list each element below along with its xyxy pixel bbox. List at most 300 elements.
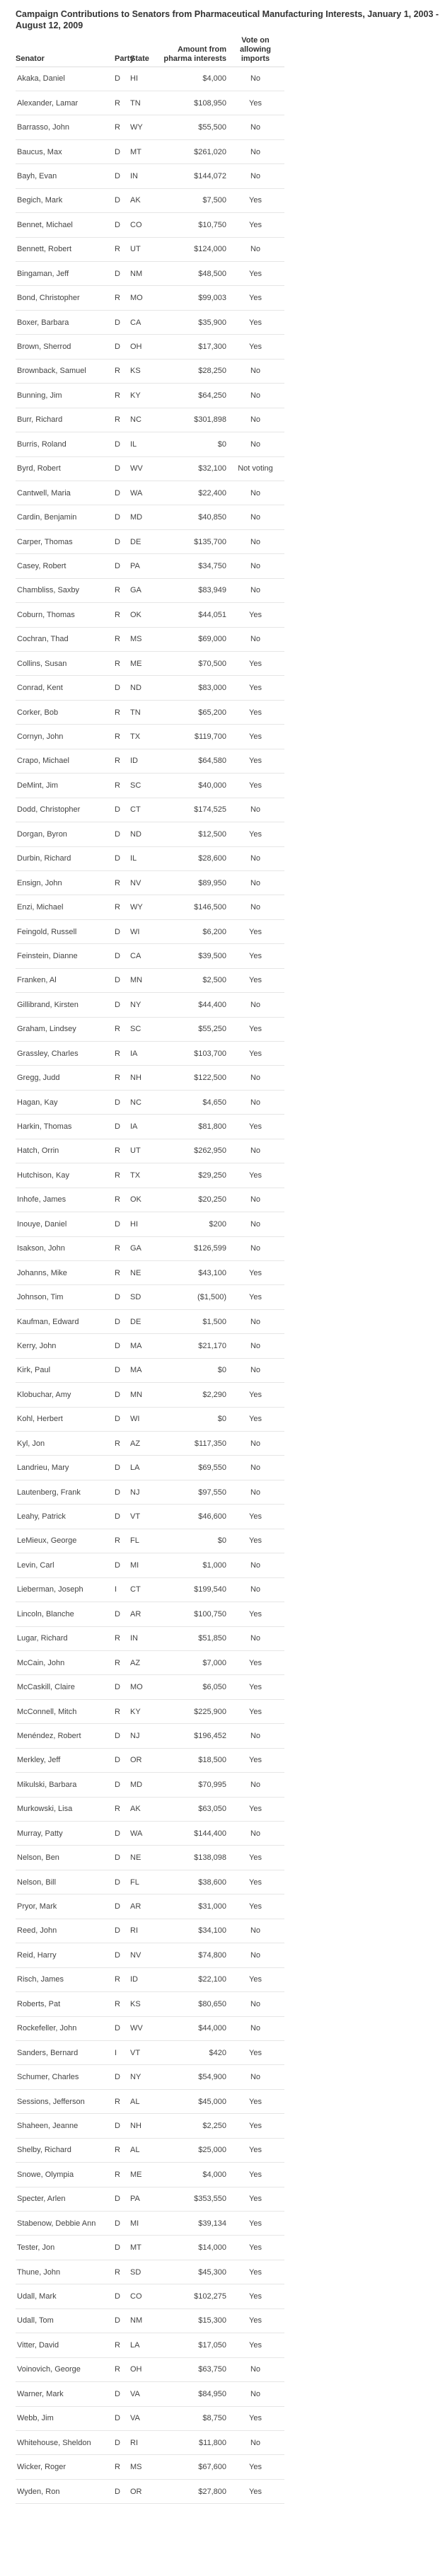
- senator-cell: Johnson, Tim: [16, 1285, 115, 1309]
- party-cell: R: [115, 2455, 130, 2479]
- vote-cell: No: [226, 1919, 284, 1943]
- state-cell: OH: [130, 2357, 160, 2381]
- vote-cell: No: [226, 2065, 284, 2089]
- senator-cell: Bennet, Michael: [16, 213, 115, 237]
- amount-cell: $69,550: [160, 1456, 226, 1480]
- senator-cell: Tester, Jon: [16, 2236, 115, 2260]
- table-row: [16, 2114, 284, 2138]
- state-cell: MA: [130, 1334, 160, 1358]
- senator-cell: Shaheen, Jeanne: [16, 2114, 115, 2138]
- vote-cell: No: [226, 1212, 284, 1236]
- state-cell: OK: [130, 603, 160, 627]
- state-cell: OH: [130, 335, 160, 359]
- vote-cell: Yes: [226, 1675, 284, 1699]
- party-cell: D: [115, 2308, 130, 2333]
- senator-cell: Brown, Sherrod: [16, 335, 115, 359]
- senator-cell: Udall, Mark: [16, 2284, 115, 2308]
- senator-cell: Barrasso, John: [16, 115, 115, 139]
- vote-cell: Yes: [226, 1383, 284, 1407]
- senator-cell: Mikulski, Barbara: [16, 1773, 115, 1797]
- amount-cell: $8,750: [160, 2406, 226, 2430]
- amount-cell: $10,750: [160, 213, 226, 237]
- state-cell: ND: [130, 676, 160, 700]
- table-row: [16, 1773, 284, 1797]
- party-cell: I: [115, 1577, 130, 1602]
- party-cell: D: [115, 505, 130, 529]
- table-row: [16, 1505, 284, 1529]
- party-cell: D: [115, 2065, 130, 2089]
- vote-cell: Yes: [226, 1115, 284, 1139]
- senator-cell: Baucus, Max: [16, 139, 115, 163]
- state-cell: NY: [130, 2065, 160, 2089]
- state-cell: NM: [130, 2308, 160, 2333]
- vote-cell: No: [226, 1577, 284, 1602]
- vote-cell: No: [226, 1724, 284, 1748]
- party-cell: D: [115, 554, 130, 578]
- party-cell: R: [115, 2333, 130, 2357]
- party-cell: R: [115, 1432, 130, 1456]
- senator-cell: Byrd, Robert: [16, 456, 115, 481]
- amount-cell: $83,949: [160, 578, 226, 602]
- table-row: [16, 432, 284, 456]
- senator-cell: Chambliss, Saxby: [16, 578, 115, 602]
- amount-cell: $100,750: [160, 1602, 226, 1626]
- amount-cell: $7,000: [160, 1650, 226, 1674]
- vote-cell: No: [226, 1139, 284, 1163]
- party-cell: D: [115, 2016, 130, 2040]
- state-cell: FL: [130, 1870, 160, 1894]
- table-row: [16, 1822, 284, 1846]
- table-row: [16, 2308, 284, 2333]
- table-row: [16, 627, 284, 651]
- senator-cell: Bingaman, Jeff: [16, 262, 115, 286]
- vote-cell: Yes: [226, 286, 284, 310]
- vote-cell: Yes: [226, 2284, 284, 2308]
- table-row: [16, 652, 284, 676]
- state-cell: NY: [130, 993, 160, 1017]
- amount-cell: $353,550: [160, 2187, 226, 2211]
- vote-cell: No: [226, 1626, 284, 1650]
- state-cell: SD: [130, 1285, 160, 1309]
- table-row: [16, 944, 284, 968]
- table-row: [16, 1577, 284, 1602]
- senator-cell: Durbin, Richard: [16, 846, 115, 870]
- amount-cell: $4,000: [160, 67, 226, 91]
- table-row: [16, 310, 284, 334]
- senator-cell: Coburn, Thomas: [16, 603, 115, 627]
- vote-cell: No: [226, 1553, 284, 1577]
- amount-cell: ($1,500): [160, 1285, 226, 1309]
- table-row: [16, 554, 284, 578]
- senator-cell: Cardin, Benjamin: [16, 505, 115, 529]
- table-row: [16, 139, 284, 163]
- senator-cell: Reid, Harry: [16, 1943, 115, 1967]
- senator-cell: Lautenberg, Frank: [16, 1480, 115, 1504]
- amount-cell: $4,000: [160, 2163, 226, 2187]
- party-cell: R: [115, 1650, 130, 1674]
- party-cell: D: [115, 262, 130, 286]
- table-row: [16, 529, 284, 553]
- vote-cell: Yes: [226, 2138, 284, 2162]
- vote-cell: Yes: [226, 2479, 284, 2503]
- party-cell: D: [115, 1675, 130, 1699]
- vote-cell: Yes: [226, 262, 284, 286]
- party-cell: D: [115, 1285, 130, 1309]
- table-row: [16, 1943, 284, 1967]
- senator-cell: Bayh, Evan: [16, 164, 115, 188]
- table-row: [16, 213, 284, 237]
- senator-cell: Dodd, Christopher: [16, 798, 115, 822]
- party-cell: D: [115, 2430, 130, 2454]
- party-cell: D: [115, 335, 130, 359]
- party-cell: D: [115, 944, 130, 968]
- senator-cell: Alexander, Lamar: [16, 91, 115, 115]
- vote-cell: Yes: [226, 2040, 284, 2064]
- amount-cell: $89,950: [160, 870, 226, 895]
- party-cell: D: [115, 1553, 130, 1577]
- table-row: [16, 1846, 284, 1870]
- state-cell: VT: [130, 2040, 160, 2064]
- amount-cell: $32,100: [160, 456, 226, 481]
- vote-cell: No: [226, 1432, 284, 1456]
- vote-cell: No: [226, 1773, 284, 1797]
- vote-cell: Yes: [226, 1650, 284, 1674]
- party-cell: R: [115, 1529, 130, 1553]
- vote-cell: Yes: [226, 1042, 284, 1066]
- vote-cell: Yes: [226, 822, 284, 846]
- vote-cell: Yes: [226, 603, 284, 627]
- senator-cell: Murkowski, Lisa: [16, 1797, 115, 1821]
- state-cell: IN: [130, 1626, 160, 1650]
- vote-cell: No: [226, 529, 284, 553]
- vote-cell: Yes: [226, 2236, 284, 2260]
- senator-cell: Hagan, Kay: [16, 1090, 115, 1114]
- state-cell: ME: [130, 2163, 160, 2187]
- senator-cell: DeMint, Jim: [16, 774, 115, 798]
- party-cell: R: [115, 870, 130, 895]
- amount-cell: $18,500: [160, 1748, 226, 1772]
- table-row: [16, 1870, 284, 1894]
- amount-cell: $4,650: [160, 1090, 226, 1114]
- amount-cell: $22,100: [160, 1967, 226, 1991]
- amount-cell: $44,000: [160, 2016, 226, 2040]
- table-row: [16, 164, 284, 188]
- vote-cell: No: [226, 2382, 284, 2406]
- vote-cell: Yes: [226, 2406, 284, 2430]
- senator-cell: Burris, Roland: [16, 432, 115, 456]
- vote-cell: No: [226, 139, 284, 163]
- table-row: [16, 1626, 284, 1650]
- amount-cell: $144,400: [160, 1822, 226, 1846]
- state-cell: AL: [130, 2138, 160, 2162]
- senator-cell: Warner, Mark: [16, 2382, 115, 2406]
- amount-cell: $6,200: [160, 919, 226, 943]
- senator-cell: Hutchison, Kay: [16, 1163, 115, 1188]
- amount-cell: $138,098: [160, 1846, 226, 1870]
- state-cell: CA: [130, 944, 160, 968]
- vote-cell: Yes: [226, 2308, 284, 2333]
- table-row: [16, 1407, 284, 1431]
- table-row: [16, 2455, 284, 2479]
- state-cell: ME: [130, 652, 160, 676]
- amount-cell: $21,170: [160, 1334, 226, 1358]
- amount-cell: $44,051: [160, 603, 226, 627]
- party-cell: D: [115, 993, 130, 1017]
- party-cell: D: [115, 1407, 130, 1431]
- state-cell: TN: [130, 91, 160, 115]
- vote-cell: No: [226, 1358, 284, 1382]
- senator-cell: Inouye, Daniel: [16, 1212, 115, 1236]
- amount-cell: $40,000: [160, 774, 226, 798]
- amount-cell: $301,898: [160, 408, 226, 432]
- senator-cell: Risch, James: [16, 1967, 115, 1991]
- table-row: [16, 919, 284, 943]
- table-row: [16, 749, 284, 773]
- state-cell: ID: [130, 1967, 160, 1991]
- party-cell: D: [115, 139, 130, 163]
- party-cell: D: [115, 1822, 130, 1846]
- amount-cell: $27,800: [160, 2479, 226, 2503]
- amount-cell: $20,250: [160, 1188, 226, 1212]
- senator-cell: Harkin, Thomas: [16, 1115, 115, 1139]
- amount-cell: $117,350: [160, 1432, 226, 1456]
- vote-cell: Yes: [226, 1285, 284, 1309]
- state-cell: IN: [130, 164, 160, 188]
- vote-cell: Yes: [226, 335, 284, 359]
- vote-cell: Yes: [226, 1505, 284, 1529]
- party-cell: I: [115, 2040, 130, 2064]
- amount-cell: $34,750: [160, 554, 226, 578]
- state-cell: NC: [130, 408, 160, 432]
- table-row: [16, 1797, 284, 1821]
- state-cell: TX: [130, 1163, 160, 1188]
- vote-cell: No: [226, 384, 284, 408]
- state-cell: MO: [130, 1675, 160, 1699]
- party-cell: R: [115, 1042, 130, 1066]
- senator-cell: Kerry, John: [16, 1334, 115, 1358]
- vote-cell: Yes: [226, 1967, 284, 1991]
- table-row: [16, 1919, 284, 1943]
- senator-cell: Klobuchar, Amy: [16, 1383, 115, 1407]
- amount-cell: $146,500: [160, 895, 226, 919]
- state-cell: WY: [130, 895, 160, 919]
- party-cell: D: [115, 67, 130, 91]
- amount-cell: $262,950: [160, 1139, 226, 1163]
- vote-cell: No: [226, 1822, 284, 1846]
- state-cell: CA: [130, 310, 160, 334]
- amount-cell: $45,000: [160, 2089, 226, 2113]
- column-header-amount: Amount from pharma interests: [160, 35, 226, 67]
- vote-cell: Yes: [226, 91, 284, 115]
- amount-cell: $55,500: [160, 115, 226, 139]
- state-cell: WI: [130, 919, 160, 943]
- party-cell: D: [115, 1846, 130, 1870]
- party-cell: R: [115, 1992, 130, 2016]
- party-cell: R: [115, 286, 130, 310]
- table-row: [16, 1992, 284, 2016]
- amount-cell: $0: [160, 432, 226, 456]
- party-cell: D: [115, 1894, 130, 1919]
- senator-cell: Casey, Robert: [16, 554, 115, 578]
- state-cell: NE: [130, 1260, 160, 1284]
- state-cell: WA: [130, 481, 160, 505]
- party-cell: R: [115, 1797, 130, 1821]
- table-row: [16, 2089, 284, 2113]
- table-row: [16, 1188, 284, 1212]
- party-cell: D: [115, 1773, 130, 1797]
- state-cell: OR: [130, 2479, 160, 2503]
- table-row: [16, 1066, 284, 1090]
- senator-cell: Dorgan, Byron: [16, 822, 115, 846]
- table-row: [16, 481, 284, 505]
- party-cell: R: [115, 1260, 130, 1284]
- party-cell: D: [115, 2284, 130, 2308]
- senator-cell: Thune, John: [16, 2260, 115, 2284]
- state-cell: SD: [130, 2260, 160, 2284]
- state-cell: WA: [130, 1822, 160, 1846]
- table-row: [16, 2065, 284, 2089]
- state-cell: LA: [130, 1456, 160, 1480]
- party-cell: D: [115, 1334, 130, 1358]
- vote-cell: Yes: [226, 2089, 284, 2113]
- amount-cell: $69,000: [160, 627, 226, 651]
- state-cell: MD: [130, 1773, 160, 1797]
- party-cell: R: [115, 408, 130, 432]
- amount-cell: $29,250: [160, 1163, 226, 1188]
- party-cell: R: [115, 1139, 130, 1163]
- party-cell: D: [115, 1724, 130, 1748]
- table-row: [16, 578, 284, 602]
- senator-cell: Reed, John: [16, 1919, 115, 1943]
- party-cell: D: [115, 481, 130, 505]
- amount-cell: $70,500: [160, 652, 226, 676]
- table-row: [16, 1334, 284, 1358]
- header-row: [16, 35, 284, 67]
- state-cell: NE: [130, 1846, 160, 1870]
- party-cell: R: [115, 384, 130, 408]
- table-row: [16, 2382, 284, 2406]
- vote-cell: Yes: [226, 188, 284, 212]
- table-row: [16, 2016, 284, 2040]
- amount-cell: $63,750: [160, 2357, 226, 2381]
- vote-cell: Not voting: [226, 456, 284, 481]
- state-cell: MD: [130, 505, 160, 529]
- party-cell: D: [115, 1383, 130, 1407]
- state-cell: NV: [130, 1943, 160, 1967]
- party-cell: R: [115, 1967, 130, 1991]
- vote-cell: Yes: [226, 1407, 284, 1431]
- senator-cell: Hatch, Orrin: [16, 1139, 115, 1163]
- state-cell: KY: [130, 1699, 160, 1723]
- vote-cell: Yes: [226, 2212, 284, 2236]
- party-cell: D: [115, 2114, 130, 2138]
- vote-cell: No: [226, 408, 284, 432]
- table-row: [16, 1139, 284, 1163]
- party-cell: D: [115, 310, 130, 334]
- senator-cell: Brownback, Samuel: [16, 359, 115, 383]
- table-row: [16, 822, 284, 846]
- party-cell: D: [115, 1480, 130, 1504]
- senator-cell: Johanns, Mike: [16, 1260, 115, 1284]
- state-cell: AK: [130, 188, 160, 212]
- vote-cell: Yes: [226, 1017, 284, 1041]
- amount-cell: $40,850: [160, 505, 226, 529]
- senator-cell: Leahy, Patrick: [16, 1505, 115, 1529]
- senator-cell: Whitehouse, Sheldon: [16, 2430, 115, 2454]
- party-cell: D: [115, 1115, 130, 1139]
- vote-cell: No: [226, 1456, 284, 1480]
- vote-cell: No: [226, 505, 284, 529]
- amount-cell: $261,020: [160, 139, 226, 163]
- party-cell: D: [115, 1309, 130, 1333]
- vote-cell: No: [226, 115, 284, 139]
- senator-cell: Murray, Patty: [16, 1822, 115, 1846]
- party-cell: R: [115, 2163, 130, 2187]
- vote-cell: No: [226, 870, 284, 895]
- senator-cell: Sanders, Bernard: [16, 2040, 115, 2064]
- vote-cell: Yes: [226, 1797, 284, 1821]
- vote-cell: Yes: [226, 2260, 284, 2284]
- state-cell: UT: [130, 237, 160, 261]
- senator-cell: Nelson, Bill: [16, 1870, 115, 1894]
- table-row: [16, 1260, 284, 1284]
- senator-cell: Pryor, Mark: [16, 1894, 115, 1919]
- senator-cell: Kyl, Jon: [16, 1432, 115, 1456]
- party-cell: R: [115, 2089, 130, 2113]
- state-cell: MA: [130, 1358, 160, 1382]
- vote-cell: No: [226, 846, 284, 870]
- senator-cell: Snowe, Olympia: [16, 2163, 115, 2187]
- senator-cell: Gillibrand, Kirsten: [16, 993, 115, 1017]
- party-cell: D: [115, 968, 130, 992]
- state-cell: SC: [130, 1017, 160, 1041]
- vote-cell: Yes: [226, 919, 284, 943]
- state-cell: VA: [130, 2382, 160, 2406]
- table-row: [16, 2236, 284, 2260]
- senator-cell: Specter, Arlen: [16, 2187, 115, 2211]
- state-cell: OK: [130, 1188, 160, 1212]
- state-cell: MI: [130, 2212, 160, 2236]
- table-row: [16, 1748, 284, 1772]
- page-title: Campaign Contributions to Senators from Pharmaceutical Manufacturing Interests, January 1, 2003 - August 12, 2009: [16, 9, 439, 30]
- party-cell: D: [115, 2406, 130, 2430]
- table-row: [16, 237, 284, 261]
- table-row: [16, 2163, 284, 2187]
- table-row: [16, 700, 284, 724]
- vote-cell: No: [226, 895, 284, 919]
- state-cell: GA: [130, 578, 160, 602]
- table-row: [16, 1456, 284, 1480]
- amount-cell: $14,000: [160, 2236, 226, 2260]
- table-row: [16, 1724, 284, 1748]
- vote-cell: Yes: [226, 2187, 284, 2211]
- state-cell: AZ: [130, 1432, 160, 1456]
- party-cell: R: [115, 603, 130, 627]
- senator-cell: Akaka, Daniel: [16, 67, 115, 91]
- table-row: [16, 1967, 284, 1991]
- state-cell: NH: [130, 2114, 160, 2138]
- vote-cell: No: [226, 554, 284, 578]
- table-row: [16, 774, 284, 798]
- table-row: [16, 1480, 284, 1504]
- state-cell: AL: [130, 2089, 160, 2113]
- table-row: [16, 1432, 284, 1456]
- state-cell: DE: [130, 1309, 160, 1333]
- party-cell: R: [115, 237, 130, 261]
- vote-cell: No: [226, 627, 284, 651]
- amount-cell: $31,000: [160, 1894, 226, 1919]
- state-cell: RI: [130, 2430, 160, 2454]
